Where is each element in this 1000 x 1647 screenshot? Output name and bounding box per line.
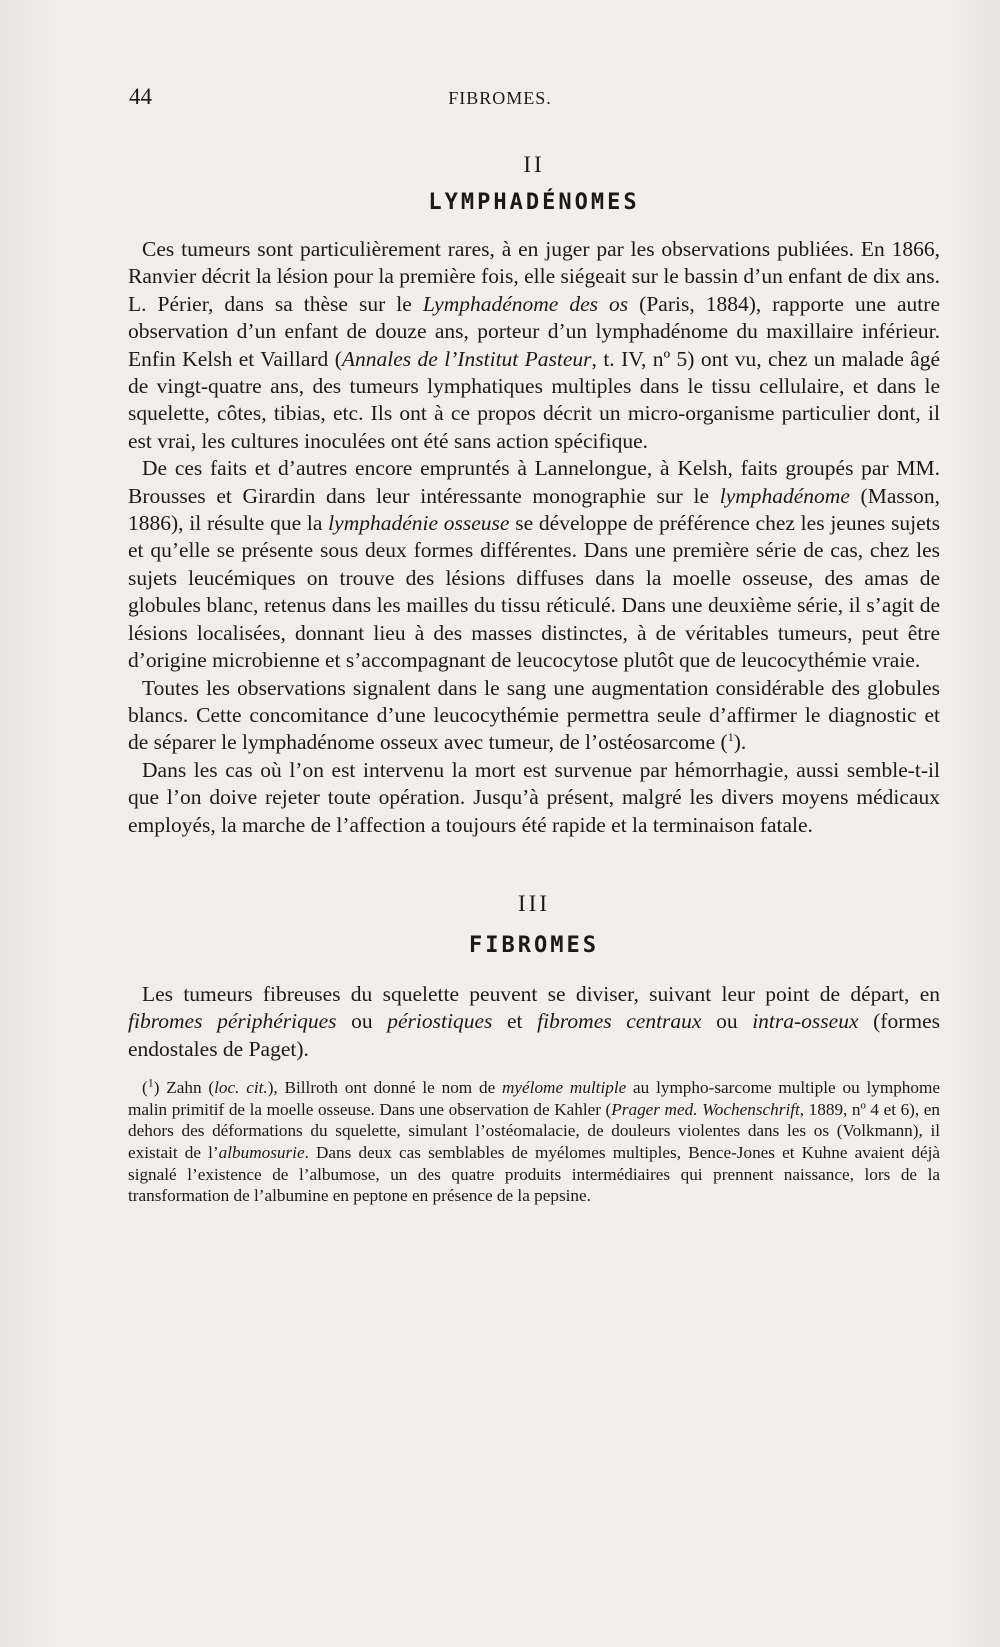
running-header	[0, 84, 1000, 124]
text-run: , 1889, nº 4 et 6), en dehors des déformations du squelette, simulant l’ostéomalacie, de douleurs violentes dans les os (Volkmann), il existait de l’	[128, 1099, 940, 1162]
italic-term: fibromes périphériques	[128, 1009, 337, 1034]
italic-title: Lymphadénome des os	[422, 291, 629, 316]
section-title: LYMPHADÉNOMES	[428, 190, 640, 215]
text-run: Toutes les observations signalent dans le sang une augmentation considérable des globules blancs. Cette concomitance d’une leucocythémie permettra seule d’affirmer le diagnostic et de séparer le lymphadénome osseux avec tumeur, de l’ostéosarcome (	[128, 675, 940, 755]
text-run: (	[142, 1078, 148, 1098]
running-title: FIBROMES.	[448, 88, 552, 108]
text-run: , t. IV, nº 5) ont vu, chez un malade âgé de vingt-quatre ans, des tumeurs lymphatiques multiples dans le tissu cellulaire, et dans le squelette, côtes, tibias, etc. Ils ont à ce propos décrit un micro-organisme particulier dont, il est vrai, les cultures inoculées ont été sans action spécifique.	[128, 346, 940, 453]
text-run: ou	[701, 1009, 753, 1034]
italic-term: fibromes centraux	[537, 1009, 702, 1034]
italic-term: loc. cit.	[214, 1078, 268, 1098]
text-run: De ces faits et d’autres encore empruntés à Lannelongue, à Kelsh, faits groupés par MM. Brousses et Girardin dans leur intéressante monographie sur le	[128, 456, 940, 508]
section-title: FIBROMES	[469, 932, 599, 958]
text-run: se développe de préférence chez les jeunes sujets et qu’elle se présente sous deux formes différentes. Dans une première série de cas, chez les sujets leucémiques on trouve des lésions diffuses dans la moelle osseuse, des amas de globules blanc, retenus dans les mailles du tissu réticulé. Dans une deuxième série, il s’agit de lésions localisées, donnant lieu à des masses distinctes, à de véritables tumeurs, peut être d’origine microbienne et s’accompagnant de leucocytose plutôt que de leucocythémie vraie.	[128, 511, 940, 673]
text-run: et	[492, 1009, 538, 1034]
text-run: Ces tumeurs sont particulièrement rares, à en juger par les observations publiées. En 1866, Ranvier décrit la lésion pour la première fois, elle siégeait sur le bassin d’un enfant de dix ans. L. Périer, dans sa thèse sur le	[128, 237, 940, 316]
text-run: (Masson, 1886), il résulte que la	[128, 483, 940, 536]
footnote	[128, 1077, 940, 1207]
italic-title: Annales de l’Institut Pasteur	[341, 346, 592, 371]
section-fibromes	[128, 889, 940, 1063]
paragraph: Dans les cas où l’on est intervenu la mort est survenue par hémorrhagie, aussi semble-t-il que l’on doive rejeter toute opération. Jusqu’à présent, malgré les divers moyens médicaux employés, la marche de l’affection a toujours été rapide et la terminaison fatale.	[128, 757, 940, 837]
text-run: (Paris, 1884), rapporte une autre observation d’un enfant de douze ans, porteur d’un lymphadénome du maxillaire inférieur. Enfin Kelsh et Vaillard (	[128, 291, 940, 371]
paragraph	[128, 981, 940, 1063]
italic-term: albumosurie	[218, 1142, 305, 1162]
section-number: II	[523, 152, 545, 177]
paragraph	[128, 675, 940, 757]
page-body	[128, 150, 940, 1224]
text-run: ou	[336, 1009, 388, 1034]
text-run: au lympho-sarcome multiple ou lymphome malin primitif de la moelle osseuse. Dans une observation de Kahler (	[128, 1078, 940, 1119]
text-run: Les tumeurs fibreuses du squelette peuvent se diviser, suivant leur point de départ, en	[142, 981, 940, 1006]
section-lymphadenomes	[128, 150, 940, 839]
footnote-ref: 1	[727, 730, 734, 745]
italic-term: lymphadénome	[719, 483, 850, 508]
text-run: ).	[733, 730, 747, 755]
text-run: (formes endostales de Paget).	[128, 1009, 940, 1061]
footnote-marker: 1	[147, 1075, 154, 1090]
text-run: . Dans deux cas semblables de myélomes multiples, Bence-Jones et Kuhne avaient déjà signalé l’existence de l’albumose, un des quatre produits intermédiaires qui prennent naissance, lors de la transformation de l’albumine en peptone en présence de la pepsine.	[128, 1142, 940, 1206]
paragraph	[128, 236, 940, 455]
italic-term: intra-osseux	[752, 1009, 859, 1034]
page-number: 44	[129, 84, 152, 109]
text-run: ) Zahn (	[153, 1078, 215, 1098]
paragraph	[128, 455, 940, 674]
italic-title: Prager med. Wochenschrift	[611, 1099, 800, 1119]
italic-term: périostiques	[387, 1009, 493, 1034]
text-run: ), Billroth ont donné le nom de	[267, 1078, 503, 1098]
italic-term: myélome multiple	[502, 1078, 627, 1098]
italic-term: lymphadénie osseuse	[328, 511, 510, 536]
section-number: III	[518, 890, 550, 916]
